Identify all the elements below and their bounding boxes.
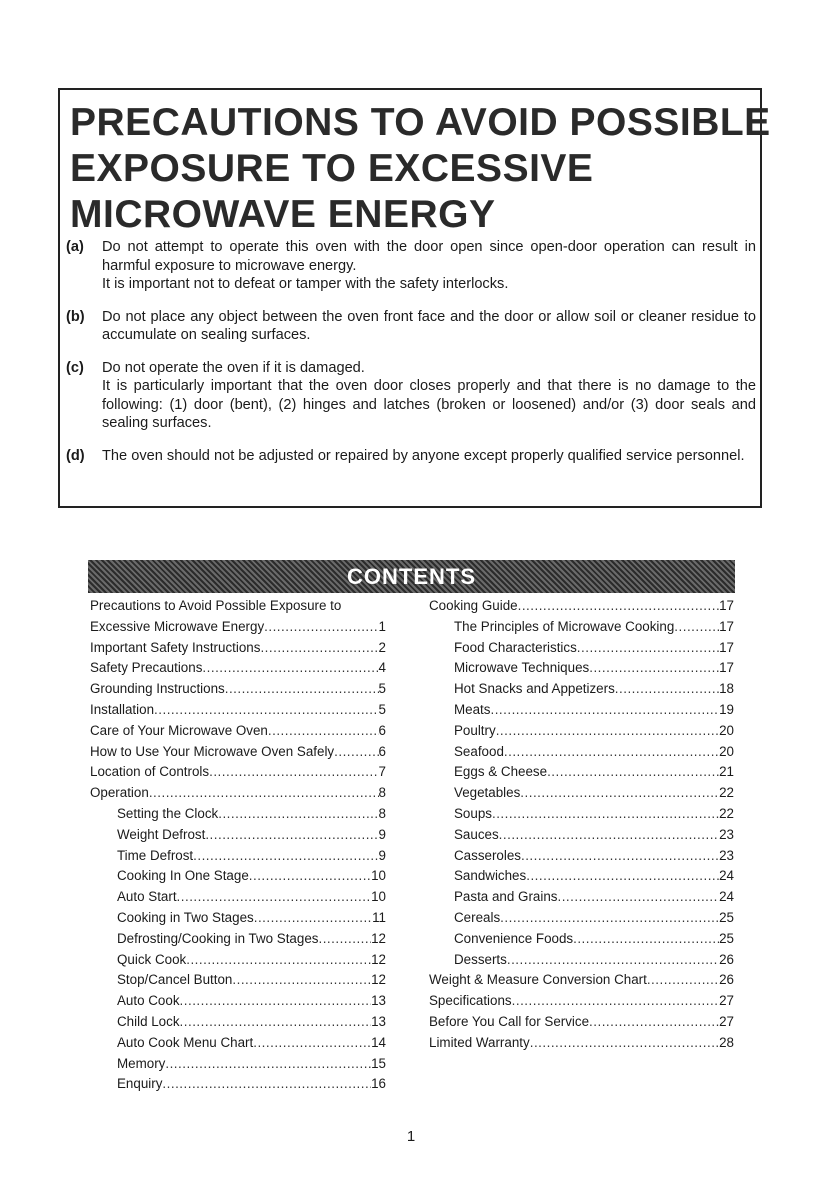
item-marker: (d)	[66, 447, 85, 464]
toc-page-number: 26	[719, 972, 734, 988]
toc-entry-title: Sauces	[454, 826, 499, 842]
toc-leader-dots	[589, 1012, 719, 1033]
precautions-title	[70, 100, 771, 238]
toc-leader-dots	[520, 783, 719, 804]
toc-entry	[90, 908, 386, 929]
toc-page-number: 27	[719, 993, 734, 1009]
toc-entry-title: Eggs & Cheese	[454, 764, 548, 780]
toc-entry	[429, 596, 734, 617]
toc-page-number: 24	[719, 889, 734, 905]
toc-entry-title: Hot Snacks and Appetizers	[454, 681, 615, 697]
toc-leader-dots	[162, 1074, 371, 1095]
toc-entry-title: Poultry	[454, 722, 496, 738]
toc-leader-dots	[165, 1054, 371, 1075]
precaution-item	[66, 238, 756, 294]
toc-leader-dots	[518, 596, 720, 617]
toc-entry-title: Installation	[90, 701, 155, 717]
toc-leader-dots	[209, 762, 378, 783]
toc-entry	[429, 679, 734, 700]
toc-page-number: 8	[378, 785, 386, 801]
toc-leader-dots	[260, 638, 378, 659]
toc-entry	[90, 596, 386, 617]
toc-page-number: 1	[378, 618, 386, 634]
toc-entry-title: Food Characteristics	[454, 639, 577, 655]
toc-page-number: 15	[371, 1055, 386, 1071]
toc-entry	[429, 991, 734, 1012]
toc-leader-dots	[547, 762, 719, 783]
toc-entry-title: Specifications	[429, 993, 512, 1009]
toc-entry-title: Soups	[454, 805, 492, 821]
toc-entry-title: Pasta and Grains	[454, 889, 558, 905]
toc-entry	[90, 825, 386, 846]
toc-page-number: 20	[719, 743, 734, 759]
precaution-item	[66, 359, 756, 433]
toc-page-number: 23	[719, 847, 734, 863]
toc-leader-dots	[334, 742, 378, 763]
toc-entry	[90, 638, 386, 659]
toc-page-number: 24	[719, 868, 734, 884]
title-line: MICROWAVE ENERGY	[70, 193, 496, 236]
toc-entry-title: Auto Cook Menu Chart	[117, 1034, 254, 1050]
toc-entry	[90, 804, 386, 825]
toc-page-number: 5	[378, 701, 386, 717]
page-number: 1	[406, 1128, 416, 1145]
toc-entry	[90, 1074, 386, 1095]
toc-leader-dots	[149, 783, 379, 804]
toc-page-number: 20	[719, 722, 734, 738]
toc-entry-title: Auto Start	[117, 889, 177, 905]
toc-entry	[429, 762, 734, 783]
toc-entry-title: Quick Cook	[117, 951, 187, 967]
toc-entry-title: Memory	[117, 1055, 166, 1071]
toc-entry-title: Stop/Cancel Button	[117, 972, 233, 988]
toc-entry	[429, 887, 734, 908]
toc-entry-title: Convenience Foods	[454, 930, 574, 946]
toc-leader-dots	[202, 658, 378, 679]
toc-entry-title: Sandwiches	[454, 868, 527, 884]
toc-entry	[90, 970, 386, 991]
toc-entry-title: Before You Call for Service	[429, 1013, 590, 1029]
toc-entry	[90, 866, 386, 887]
toc-leader-dots	[573, 929, 719, 950]
toc-leader-dots	[589, 658, 719, 679]
toc-leader-dots	[205, 825, 378, 846]
toc-leader-dots	[249, 866, 371, 887]
precaution-item	[66, 447, 756, 466]
toc-entry	[90, 1033, 386, 1054]
toc-page-number: 12	[371, 951, 386, 967]
toc-leader-dots	[264, 617, 378, 638]
toc-entry-title: Child Lock	[117, 1013, 180, 1029]
item-text: The oven should not be adjusted or repaired by anyone except properly qualified service personnel.	[102, 447, 745, 464]
toc-leader-dots	[180, 991, 372, 1012]
toc-entry	[429, 783, 734, 804]
toc-page-number: 13	[371, 1013, 386, 1029]
toc-entry-title: Defrosting/Cooking in Two Stages	[117, 930, 319, 946]
toc-entry	[429, 638, 734, 659]
toc-entry	[429, 929, 734, 950]
contents-banner	[88, 560, 735, 593]
toc-page-number: 28	[719, 1034, 734, 1050]
toc-entry-title: Enquiry	[117, 1076, 163, 1092]
toc-page-number: 22	[719, 805, 734, 821]
toc-entry	[90, 742, 386, 763]
toc-leader-dots	[193, 846, 378, 867]
toc-entry-title: Limited Warranty	[429, 1034, 530, 1050]
toc-entry	[429, 866, 734, 887]
item-text: Do not attempt to operate this oven with the door open since open-door operation can result in harmful exposure to microwave energy.	[102, 239, 756, 274]
toc-leader-dots	[530, 1033, 719, 1054]
toc-page-number: 16	[371, 1076, 386, 1092]
toc-leader-dots	[490, 700, 719, 721]
toc-entry-title: Location of Controls	[90, 764, 210, 780]
toc-leader-dots	[512, 991, 719, 1012]
toc-entry-title: Safety Precautions	[90, 660, 203, 676]
toc-entry	[429, 970, 734, 991]
toc-page-number: 18	[719, 681, 734, 697]
toc-entry	[90, 950, 386, 971]
toc-page-number: 4	[378, 660, 386, 676]
toc-page-number: 2	[378, 639, 386, 655]
toc-page-number: 25	[719, 930, 734, 946]
toc-leader-dots	[615, 679, 719, 700]
toc-entry-title: Grounding Instructions	[90, 681, 225, 697]
toc-entry	[90, 1054, 386, 1075]
toc-page-number: 7	[378, 764, 386, 780]
toc-leader-dots	[492, 804, 719, 825]
toc-entry	[90, 929, 386, 950]
toc-leader-dots	[504, 742, 719, 763]
toc-entry	[90, 617, 386, 638]
toc-entry-title: Casseroles	[454, 847, 521, 863]
item-marker: (b)	[66, 308, 85, 325]
toc-page-number: 12	[371, 930, 386, 946]
toc-entry-title: Excessive Microwave Energy	[90, 618, 265, 634]
toc-entry	[429, 908, 734, 929]
toc-entry-title: Setting the Clock	[117, 805, 219, 821]
toc-leader-dots	[253, 1033, 371, 1054]
toc-page-number: 10	[371, 868, 386, 884]
toc-page-number: 6	[378, 722, 386, 738]
precaution-item	[66, 308, 756, 345]
toc-entry	[429, 700, 734, 721]
contents-heading: CONTENTS	[347, 563, 476, 589]
toc-leader-dots	[500, 908, 719, 929]
toc-entry	[90, 846, 386, 867]
toc-page-number: 5	[378, 681, 386, 697]
toc-entry	[429, 846, 734, 867]
toc-entry-title: Vegetables	[454, 785, 521, 801]
toc-leader-dots	[577, 638, 719, 659]
toc-page-number: 27	[719, 1013, 734, 1029]
title-line: PRECAUTIONS TO AVOID POSSIBLE	[70, 101, 771, 144]
toc-entry	[90, 783, 386, 804]
toc-leader-dots	[647, 970, 719, 991]
item-marker: (a)	[66, 239, 84, 255]
toc-entry-title: Auto Cook	[117, 993, 180, 1009]
toc-page-number: 9	[378, 826, 386, 842]
toc-page-number: 6	[378, 743, 386, 759]
toc-page-number: 17	[719, 618, 734, 634]
toc-entry	[429, 658, 734, 679]
title-line: EXPOSURE TO EXCESSIVE	[70, 147, 594, 190]
toc-entry-title: Cooking In One Stage	[117, 868, 249, 884]
toc-leader-dots	[268, 721, 379, 742]
item-text: It is important not to defeat or tamper with the safety interlocks.	[102, 276, 509, 292]
toc-entry-title: How to Use Your Microwave Oven Safely	[90, 743, 335, 759]
toc-entry	[90, 700, 386, 721]
toc-entry-title: The Principles of Microwave Cooking	[454, 618, 675, 634]
toc-page-number: 26	[719, 951, 734, 967]
toc-page-number: 14	[371, 1034, 386, 1050]
toc-entry-title: Precautions to Avoid Possible Exposure to	[90, 598, 342, 613]
toc-entry-title: Cooking Guide	[429, 598, 518, 613]
toc-entry	[429, 617, 734, 638]
item-text: It is particularly important that the oven door closes properly and that there is no damage to the following: (1) door (bent), (2) hinges and latches (broken or loosened) and/or (3) door seals and sealing surfaces.	[102, 378, 756, 431]
toc-leader-dots	[507, 950, 719, 971]
precautions-box	[58, 88, 771, 508]
toc-entry-title: Weight & Measure Conversion Chart	[429, 972, 647, 988]
toc-entry	[429, 1033, 734, 1054]
item-text: Do not place any object between the oven front face and the door or allow soil or cleaner residue to accumulate on sealing surfaces.	[102, 308, 756, 343]
toc-leader-dots	[674, 617, 719, 638]
toc-leader-dots	[499, 825, 719, 846]
toc-leader-dots	[521, 846, 719, 867]
toc-entry-title: Cooking in Two Stages	[117, 909, 254, 925]
toc-leader-dots	[154, 700, 379, 721]
toc-entry-title: Operation	[90, 785, 149, 801]
toc-leader-dots	[496, 721, 719, 742]
toc-page-number: 17	[719, 660, 734, 676]
toc-page-number: 13	[371, 993, 386, 1009]
precaution-list	[66, 238, 756, 465]
toc-page-number: 10	[371, 889, 386, 905]
toc-entry-title: Important Safety Instructions	[90, 639, 261, 655]
toc-entry	[429, 742, 734, 763]
toc-leader-dots	[225, 679, 379, 700]
toc-page-number: 9	[378, 847, 386, 863]
toc-entry	[429, 804, 734, 825]
toc-leader-dots	[557, 887, 719, 908]
toc-entry	[90, 679, 386, 700]
toc-entry	[90, 887, 386, 908]
toc-page-number: 17	[719, 639, 734, 655]
toc-entry-title: Time Defrost	[117, 847, 194, 863]
toc-entry	[429, 950, 734, 971]
toc-entry	[429, 825, 734, 846]
toc-leader-dots	[218, 804, 378, 825]
toc-page-number: 25	[719, 909, 734, 925]
toc-left-column	[90, 596, 386, 1095]
toc-entry-title: Cereals	[454, 909, 501, 925]
toc-page-number: 23	[719, 826, 734, 842]
toc-leader-dots	[180, 1012, 372, 1033]
toc-page-number: 22	[719, 785, 734, 801]
toc-entry-title: Microwave Techniques	[454, 660, 590, 676]
toc-page-number: 8	[378, 805, 386, 821]
toc-page-number: 11	[372, 909, 386, 925]
toc-entry	[90, 658, 386, 679]
item-text: Do not operate the oven if it is damaged.	[102, 359, 365, 376]
toc-entry-title: Meats	[454, 701, 491, 717]
toc-leader-dots	[177, 887, 372, 908]
toc-entry	[90, 721, 386, 742]
toc-entry	[429, 1012, 734, 1033]
toc-page-number: 21	[719, 764, 734, 780]
toc-entry	[90, 762, 386, 783]
toc-page-number: 19	[719, 701, 734, 717]
toc-entry	[90, 1012, 386, 1033]
toc-entry-title: Weight Defrost	[117, 826, 206, 842]
toc-leader-dots	[318, 929, 371, 950]
toc-leader-dots	[526, 866, 719, 887]
toc-page-number: 17	[719, 598, 734, 613]
toc-entry-title: Seafood	[454, 743, 504, 759]
toc-leader-dots	[232, 970, 371, 991]
toc-entry	[90, 991, 386, 1012]
toc-leader-dots	[254, 908, 372, 929]
toc-leader-dots	[186, 950, 371, 971]
toc-entry-title: Care of Your Microwave Oven	[90, 722, 268, 738]
toc-entry	[429, 721, 734, 742]
toc-right-column	[429, 596, 734, 1054]
toc-page-number: 12	[371, 972, 386, 988]
item-marker: (c)	[66, 359, 84, 376]
toc-entry-title: Desserts	[454, 951, 507, 967]
